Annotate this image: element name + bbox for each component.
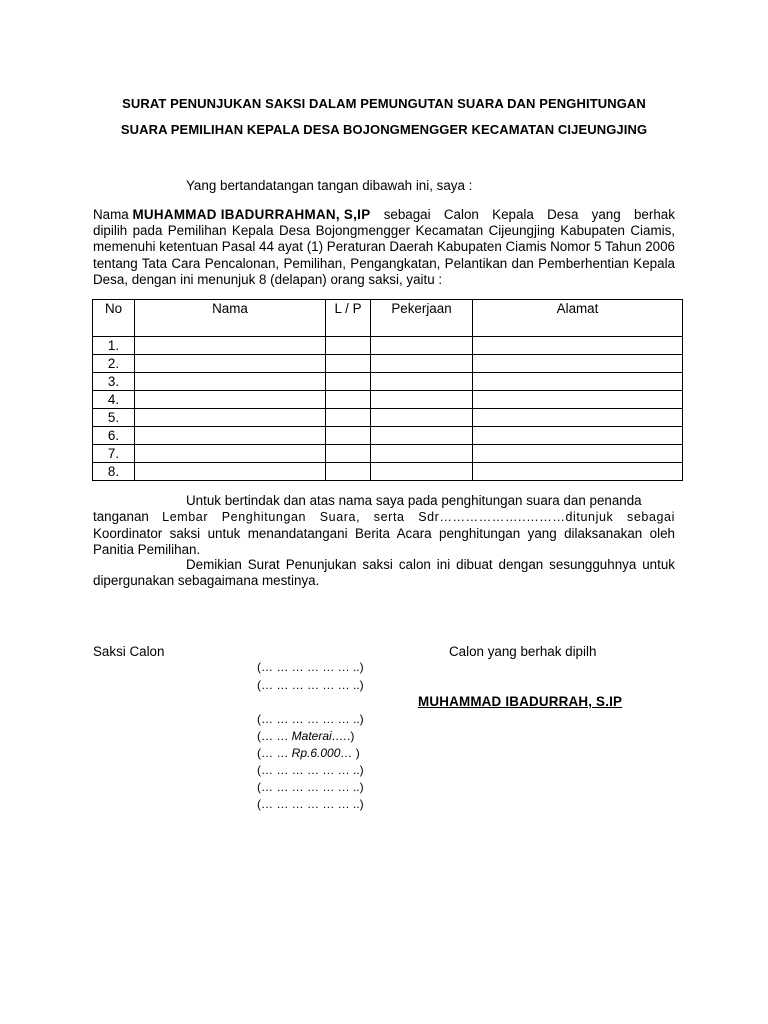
header-nama: Nama: [135, 300, 326, 337]
alamat-cell[interactable]: [473, 427, 683, 445]
lp-cell[interactable]: [326, 409, 371, 427]
row-number-cell: 5.: [93, 409, 135, 427]
nama-cell[interactable]: [135, 391, 326, 409]
nama-word: Kepala: [492, 207, 534, 222]
nama-label: Nama: [93, 207, 129, 222]
nama-cell[interactable]: [135, 355, 326, 373]
row-number-cell: 7.: [93, 445, 135, 463]
alamat-cell[interactable]: [473, 355, 683, 373]
header-lp: L / P: [326, 300, 371, 337]
stamp-value: Rp.6.000…: [291, 746, 353, 760]
table-row: [93, 463, 683, 481]
lp-cell[interactable]: [326, 445, 371, 463]
coordinator-rest: Koordinator saksi untuk menandatangani Berita Acara penghitungan yang dilaksanakan oleh Panitia Pemilihan.: [93, 525, 675, 557]
row-number-cell: 3.: [93, 373, 135, 391]
coordinator-paragraph: [93, 493, 675, 558]
signature-line-stamp-value: [257, 745, 360, 762]
signature-line: (… … … … … … ..): [257, 712, 364, 726]
table-row: [93, 445, 683, 463]
lp-cell[interactable]: [326, 463, 371, 481]
pekerjaan-cell[interactable]: [371, 355, 473, 373]
document-title-line2: SUARA PEMILIHAN KEPALA DESA BOJONGMENGGER KECAMATAN CIJEUNGJING: [120, 122, 648, 137]
coordinator-line1: Untuk bertindak dan atas nama saya pada penghitungan suara dan penanda: [186, 493, 642, 508]
candidate-signature-name: MUHAMMAD IBADURRAH, S.IP: [418, 694, 623, 709]
nama-cell[interactable]: [135, 337, 326, 355]
lp-cell[interactable]: [326, 337, 371, 355]
lp-cell[interactable]: [326, 373, 371, 391]
row-number-cell: 4.: [93, 391, 135, 409]
row-number-cell: 1.: [93, 337, 135, 355]
witness-signature-label: Saksi Calon: [93, 644, 165, 659]
signature-line: (… … … … … … ..): [257, 678, 364, 692]
materai-post: .): [347, 729, 355, 743]
table-row: [93, 355, 683, 373]
table-header-row: [93, 300, 683, 337]
candidate-signature-label: Calon yang berhak dipilh: [449, 644, 597, 659]
pekerjaan-cell[interactable]: [371, 391, 473, 409]
nama-label-group: [93, 207, 370, 223]
pekerjaan-cell[interactable]: [371, 409, 473, 427]
signature-line-materai: [257, 728, 354, 745]
alamat-cell[interactable]: [473, 373, 683, 391]
lp-cell[interactable]: [326, 355, 371, 373]
signature-line: (… … … … … … ..): [257, 797, 364, 811]
nama-word: berhak: [633, 207, 675, 222]
alamat-cell[interactable]: [473, 391, 683, 409]
nama-word: Calon: [443, 207, 479, 222]
stamp-pre: (… …: [257, 746, 292, 760]
row-number-cell: 8.: [93, 463, 135, 481]
signature-line: (… … … … … … ..): [257, 780, 364, 794]
materai-pre: (… …: [257, 729, 292, 743]
alamat-cell[interactable]: [473, 445, 683, 463]
pekerjaan-cell[interactable]: [371, 337, 473, 355]
pekerjaan-cell[interactable]: [371, 463, 473, 481]
document-title-line1: SURAT PENUNJUKAN SAKSI DALAM PEMUNGUTAN SUARA DAN PENGHITUNGAN: [122, 96, 646, 111]
pekerjaan-cell[interactable]: [371, 445, 473, 463]
lp-cell[interactable]: [326, 427, 371, 445]
nama-line: [93, 207, 675, 223]
alamat-cell[interactable]: [473, 463, 683, 481]
nama-word: Desa: [547, 207, 579, 222]
header-no: No: [93, 300, 135, 337]
table-row: [93, 391, 683, 409]
signature-line: (… … … … … … ..): [257, 660, 364, 674]
coordinator-line2-end: Lembar Penghitungan Suara, serta Sdr………………..………ditunjuk sebagai: [162, 510, 675, 525]
table-row: [93, 373, 683, 391]
nama-cell[interactable]: [135, 463, 326, 481]
row-number-cell: 2.: [93, 355, 135, 373]
witness-table: [92, 299, 683, 481]
nama-cell[interactable]: [135, 409, 326, 427]
pekerjaan-cell[interactable]: [371, 373, 473, 391]
row-number-cell: 6.: [93, 427, 135, 445]
lp-cell[interactable]: [326, 391, 371, 409]
coordinator-line2-start: tanganan: [93, 509, 149, 525]
alamat-cell[interactable]: [473, 337, 683, 355]
appointment-paragraph: dipilih pada Pemilihan Kepala Desa Bojongmengger Kecamatan Cijeungjing Kabupaten Ciamis, memenuhi ketentuan Pasal 44 ayat (1) Peraturan Daerah Kabupaten Ciamis Nomor 5 Tahun 2006 tentang Tata Cara Pencalonan, Pemilihan, Pengangkatan, Pelantikan dan Pemberhentian Kepala Desa, dengan ini menunjuk 8 (delapan) orang saksi, yaitu :: [93, 223, 675, 287]
table-row: [93, 409, 683, 427]
nama-cell[interactable]: [135, 445, 326, 463]
nama-cell[interactable]: [135, 373, 326, 391]
nama-cell[interactable]: [135, 427, 326, 445]
stamp-post: ): [352, 746, 360, 760]
pekerjaan-cell[interactable]: [371, 427, 473, 445]
materai-text: Materai….: [291, 729, 348, 743]
header-alamat: Alamat: [473, 300, 683, 337]
closing-paragraph: Demikian Surat Penunjukan saksi calon ini dibuat dengan sesungguhnya untuk dipergunakan sebagaimana mestinya.: [93, 557, 675, 589]
table-row: [93, 427, 683, 445]
candidate-name: MUHAMMAD IBADURRAHMAN, S,IP: [132, 207, 371, 222]
coordinator-line2: [93, 509, 675, 525]
intro-statement: Yang bertandatangan tangan dibawah ini, saya :: [186, 178, 473, 193]
nama-word: yang: [591, 207, 621, 222]
signature-line: (… … … … … … ..): [257, 763, 364, 777]
alamat-cell[interactable]: [473, 409, 683, 427]
nama-word: sebagai: [383, 207, 431, 222]
header-pekerjaan: Pekerjaan: [371, 300, 473, 337]
table-row: [93, 337, 683, 355]
